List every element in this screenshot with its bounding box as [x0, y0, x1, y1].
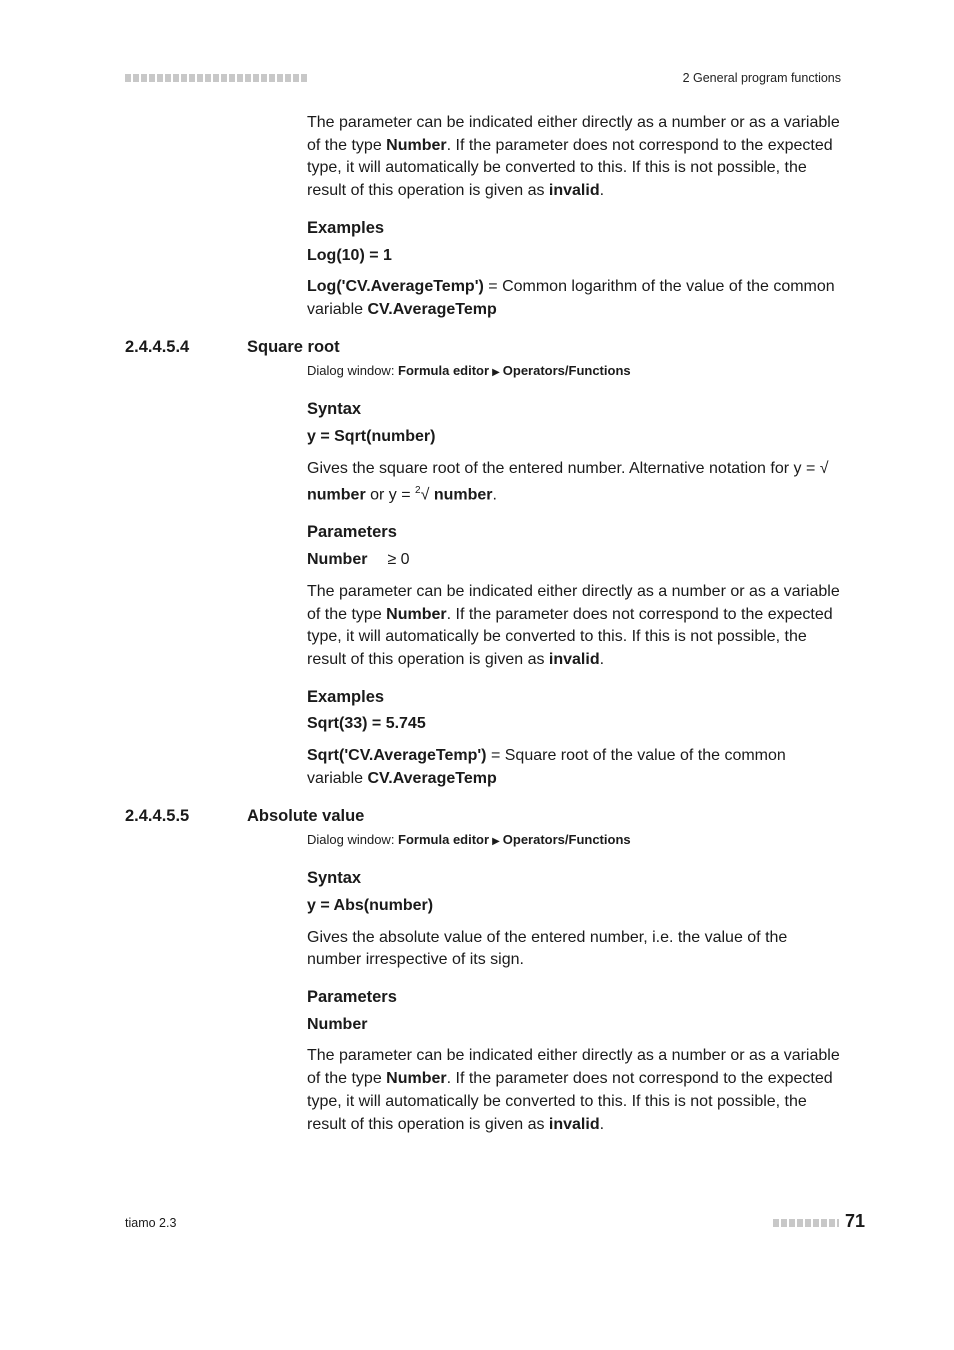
abs-description: Gives the absolute value of the entered number, i.e. the value of the number irrespective of its sign.: [307, 928, 788, 969]
arrow-right-icon: ▶: [492, 367, 500, 379]
header-decoration: [125, 74, 307, 82]
page-number: 71: [845, 1211, 866, 1231]
section-heading-absolute-value: 2.4.4.5.5 Absolute value: [125, 806, 365, 825]
sqrt-dialog-path: Dialog window: Formula editor ▶ Operators/Functions: [307, 363, 631, 379]
sqrt-examples-heading: Examples: [307, 687, 385, 706]
abs-parameter-row: Number: [307, 1015, 368, 1033]
abs-syntax-heading: Syntax: [307, 869, 362, 888]
sqrt-parameter-row: Number ≥ 0: [307, 551, 410, 569]
sqrt-syntax-heading: Syntax: [307, 400, 362, 419]
sqrt-param-description: The parameter can be indicated either directly as a number or as a variable of the type Number. If the parameter does not correspond to the expected type, it will automatically be converted to this. If this is not possible, the result of this operation is given as invalid.: [307, 582, 840, 668]
sqrt-parameters-heading: Parameters: [307, 523, 397, 542]
chapter-title: 2 General program functions: [682, 71, 841, 85]
abs-param-description: The parameter can be indicated either directly as a number or as a variable of the type Number. If the parameter does not correspond to the expected type, it will automatically be converted to this. If this is not possible, the result of this operation is given as invalid.: [307, 1047, 840, 1133]
sqrt-example-2: Sqrt('CV.AverageTemp') = Square root of the value of the common variable CV.AverageTemp: [307, 747, 786, 787]
log-examples-heading: Examples: [307, 218, 385, 237]
log-example-1: Log(10) = 1: [307, 246, 392, 264]
abs-parameters-heading: Parameters: [307, 988, 397, 1007]
abs-syntax: y = Abs(number): [307, 896, 434, 914]
sqrt-description: Gives the square root of the entered number. Alternative notation for y = √ number or y = $^2$√ number.: [307, 459, 829, 504]
log-param-description: The parameter can be indicated either directly as a number or as a variable of the type Number. If the parameter does not correspond to the expected type, it will automatically be converted to this. If this is not possible, the result of this operation is given as invalid.: [307, 114, 840, 200]
footer-decoration: [773, 1219, 839, 1227]
sqrt-syntax: y = Sqrt(number): [307, 428, 436, 446]
section-heading-square-root: 2.4.4.5.4 Square root: [125, 337, 340, 356]
main-content: [125, 112, 842, 1150]
product-name: tiamo 2.3: [125, 1216, 177, 1230]
log-example-2: Log('CV.AverageTemp') = Common logarithm of the value of the common variable CV.AverageTemp: [307, 278, 835, 318]
abs-dialog-path: Dialog window: Formula editor ▶ Operators/Functions: [307, 832, 631, 848]
arrow-right-icon: ▶: [492, 836, 500, 848]
sqrt-example-1: Sqrt(33) = 5.745: [307, 715, 426, 733]
